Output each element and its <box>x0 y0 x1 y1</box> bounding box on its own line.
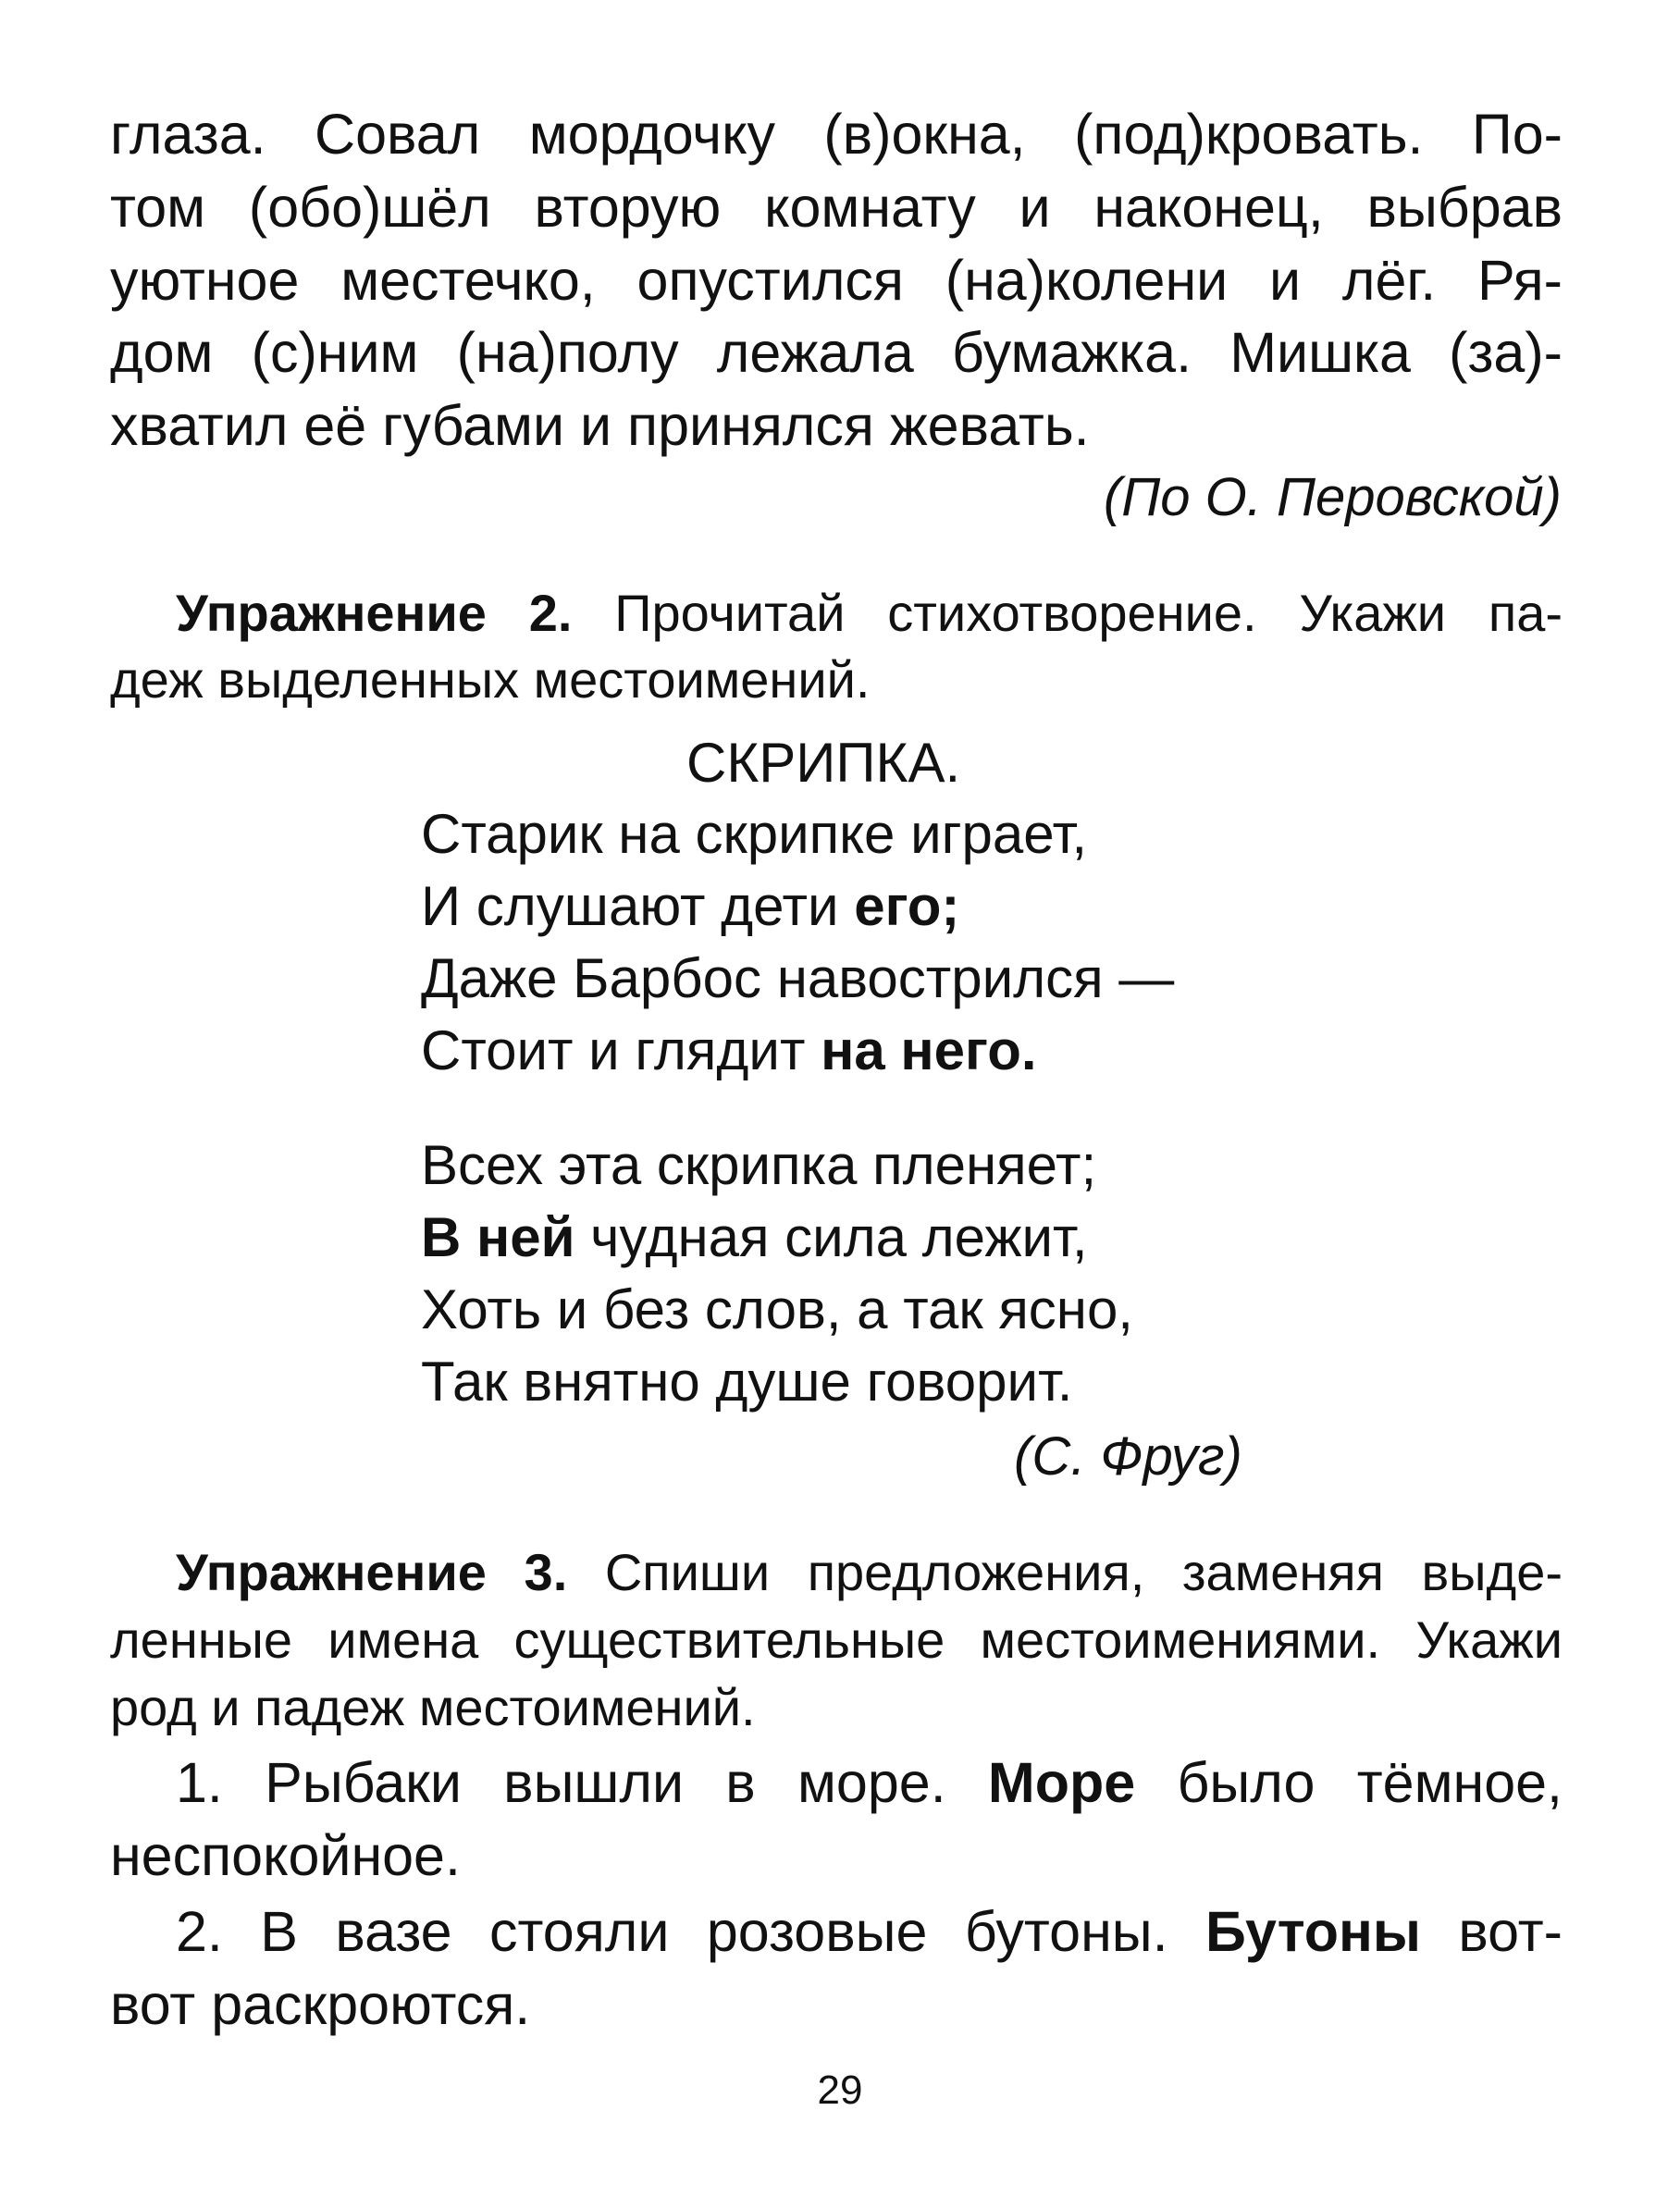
exercise-2-task-2: деж выделенных местоимений. <box>110 650 871 709</box>
poem-line-2: И слушают дети его; <box>421 875 960 937</box>
poem-source: (С. Фруг) <box>1014 1426 1242 1487</box>
poem-line-1: Старик на скрипке играет, <box>421 803 1088 865</box>
story-line-4: дом (с)ним (на)полу лежала бумажка. Мишка (за)- <box>110 321 1563 384</box>
poem-line-5: Всех эта скрипка пленяет; <box>421 1134 1097 1196</box>
poem-line-8: Так внятно душе говорит. <box>421 1351 1073 1413</box>
highlighted-pronoun: на него. <box>821 1019 1037 1081</box>
exercise-3-label: Упражнение 3. <box>176 1543 568 1601</box>
poem-line-4: Стоит и глядит на него. <box>421 1019 1037 1081</box>
exercise-3-task-2: ленные имена существительные местоимениями. Укажи <box>110 1611 1563 1669</box>
poem-line-3: Даже Барбос навострился — <box>421 947 1175 1009</box>
page-number: 29 <box>817 2067 863 2113</box>
sentence-1-cont: неспокойное. <box>110 1824 461 1887</box>
poem-line-7: Хоть и без слов, а так ясно, <box>421 1278 1133 1340</box>
sentence-2-cont: вот раскроются. <box>110 1973 531 2036</box>
exercise-3-heading <box>176 1536 1563 1610</box>
story-line-2: том (обо)шёл вторую комнату и наконец, выбрав <box>110 176 1563 239</box>
exercise-2-heading <box>176 576 1563 650</box>
highlighted-noun: Море <box>987 1751 1136 1814</box>
exercise-2-label: Упражнение 2. <box>176 584 573 642</box>
exercise-3-task-3: род и падеж местоимений. <box>110 1678 756 1736</box>
story-line-1: глаза. Совал мордочку (в)окна, (под)кровать. По- <box>110 103 1563 166</box>
exercise-3-task-1: Спиши предложения, заменяя выде- <box>604 1543 1563 1601</box>
sentence-2: 2. В вазе стояли розовые бутоны. Бутоны вот- <box>176 1900 1563 1963</box>
highlighted-pronoun: В ней <box>421 1206 575 1268</box>
poem-title: СКРИПКА. <box>686 732 961 794</box>
exercise-2-task-1: Прочитай стихотворение. Укажи па- <box>614 584 1563 642</box>
story-source: (По О. Перовской) <box>1103 467 1562 527</box>
poem-line-6: В ней чудная сила лежит, <box>421 1206 1088 1268</box>
story-line-3: уютное местечко, опустился (на)колени и лёг. Ря- <box>110 249 1563 312</box>
highlighted-noun: Бутоны <box>1205 1900 1421 1963</box>
story-line-5: хватил её губами и принялся жевать. <box>110 394 1090 457</box>
sentence-1: 1. Рыбаки вышли в море. Море было тёмное, <box>176 1751 1563 1814</box>
highlighted-pronoun: его; <box>854 875 960 937</box>
